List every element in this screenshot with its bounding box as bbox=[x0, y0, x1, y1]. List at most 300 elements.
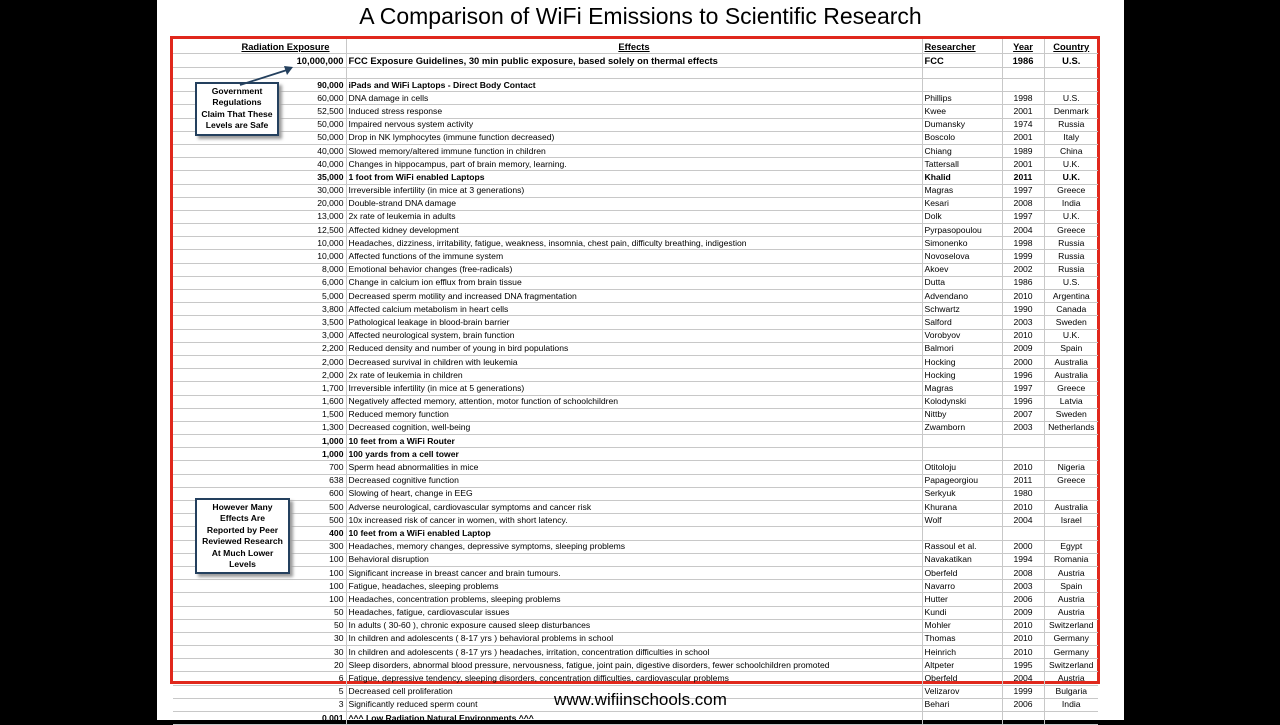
exposure-cell: 2,000 bbox=[173, 369, 346, 382]
year-cell: 2011 bbox=[1002, 474, 1044, 487]
table-body bbox=[173, 54, 1098, 725]
country-cell: U.K. bbox=[1044, 329, 1098, 342]
effect-cell: Affected calcium metabolism in heart cells bbox=[346, 303, 922, 316]
country-cell: Egypt bbox=[1044, 540, 1098, 553]
country-cell: Spain bbox=[1044, 580, 1098, 593]
country-cell bbox=[1044, 527, 1098, 540]
year-cell: 2008 bbox=[1002, 566, 1044, 579]
year-cell: 2011 bbox=[1002, 171, 1044, 184]
researcher-cell: Kesari bbox=[922, 197, 1002, 210]
exposure-cell: 50 bbox=[173, 619, 346, 632]
table-row bbox=[173, 580, 1098, 593]
country-cell: U.S. bbox=[1044, 54, 1098, 68]
table-row bbox=[173, 659, 1098, 672]
comparison-table bbox=[173, 39, 1098, 725]
country-cell: Argentina bbox=[1044, 290, 1098, 303]
exposure-cell: 13,000 bbox=[173, 210, 346, 223]
effect-cell: Change in calcium ion efflux from brain tissue bbox=[346, 276, 922, 289]
peer-reviewed-research-note bbox=[195, 498, 290, 574]
effect-cell: 10x increased risk of cancer in women, with short latency. bbox=[346, 514, 922, 527]
researcher-cell bbox=[922, 79, 1002, 92]
year-cell: 1997 bbox=[1002, 184, 1044, 197]
table-row bbox=[173, 421, 1098, 434]
country-cell bbox=[1044, 712, 1098, 725]
effect-cell: Decreased cell proliferation bbox=[346, 685, 922, 698]
researcher-cell: Navarro bbox=[922, 580, 1002, 593]
researcher-cell: Navakatikan bbox=[922, 553, 1002, 566]
year-cell: 1990 bbox=[1002, 303, 1044, 316]
researcher-cell: Kundi bbox=[922, 606, 1002, 619]
exposure-cell: 50,000 bbox=[173, 118, 346, 131]
table-row bbox=[173, 210, 1098, 223]
effect-cell: Affected functions of the immune system bbox=[346, 250, 922, 263]
exposure-cell: 500 bbox=[173, 501, 346, 514]
researcher-cell: Khurana bbox=[922, 501, 1002, 514]
table-row bbox=[173, 79, 1098, 92]
effect-cell: iPads and WiFi Laptops - Direct Body Contact bbox=[346, 79, 922, 92]
effect-cell: In adults ( 30-60 ), chronic exposure caused sleep disturbances bbox=[346, 619, 922, 632]
researcher-cell: Rassoul et al. bbox=[922, 540, 1002, 553]
year-cell: 1996 bbox=[1002, 395, 1044, 408]
exposure-cell: 6,000 bbox=[173, 276, 346, 289]
year-cell: 2009 bbox=[1002, 342, 1044, 355]
country-cell: Greece bbox=[1044, 474, 1098, 487]
exposure-cell: 1,500 bbox=[173, 408, 346, 421]
table-row bbox=[173, 619, 1098, 632]
header-year: Year bbox=[1002, 39, 1044, 54]
year-cell bbox=[1002, 448, 1044, 461]
country-cell: Sweden bbox=[1044, 408, 1098, 421]
exposure-cell: 90,000 bbox=[173, 79, 346, 92]
year-cell: 2010 bbox=[1002, 329, 1044, 342]
country-cell: Sweden bbox=[1044, 316, 1098, 329]
researcher-cell: Oberfeld bbox=[922, 672, 1002, 685]
effect-cell: DNA damage in cells bbox=[346, 92, 922, 105]
exposure-cell: 12,500 bbox=[173, 224, 346, 237]
table-row bbox=[173, 197, 1098, 210]
effect-cell: Headaches, concentration problems, sleeping problems bbox=[346, 593, 922, 606]
table-row bbox=[173, 290, 1098, 303]
country-cell: Denmark bbox=[1044, 105, 1098, 118]
effect-cell: FCC Exposure Guidelines, 30 min public exposure, based solely on thermal effects bbox=[346, 54, 922, 68]
effect-cell: Irreversible infertility (in mice at 5 generations) bbox=[346, 382, 922, 395]
exposure-cell: 100 bbox=[173, 553, 346, 566]
table-row bbox=[173, 593, 1098, 606]
table-row bbox=[173, 487, 1098, 500]
effect-cell: Induced stress response bbox=[346, 105, 922, 118]
country-cell: Australia bbox=[1044, 355, 1098, 368]
country-cell: Austria bbox=[1044, 606, 1098, 619]
exposure-cell: 5,000 bbox=[173, 290, 346, 303]
country-cell: Romania bbox=[1044, 553, 1098, 566]
effect-cell: Emotional behavior changes (free-radicals) bbox=[346, 263, 922, 276]
year-cell: 2006 bbox=[1002, 698, 1044, 711]
country-cell bbox=[1044, 435, 1098, 448]
header-country: Country bbox=[1044, 39, 1098, 54]
country-cell: Bulgaria bbox=[1044, 685, 1098, 698]
year-cell: 2010 bbox=[1002, 501, 1044, 514]
researcher-cell: Magras bbox=[922, 184, 1002, 197]
year-cell: 1996 bbox=[1002, 369, 1044, 382]
effect-cell: Significantly reduced sperm count bbox=[346, 698, 922, 711]
researcher-cell: Hocking bbox=[922, 369, 1002, 382]
researcher-cell: Balmori bbox=[922, 342, 1002, 355]
country-cell: Switzerland bbox=[1044, 619, 1098, 632]
exposure-cell: 5 bbox=[173, 685, 346, 698]
effect-cell: Changes in hippocampus, part of brain memory, learning. bbox=[346, 158, 922, 171]
country-cell: Italy bbox=[1044, 131, 1098, 144]
effect-cell: Irreversible infertility (in mice at 3 generations) bbox=[346, 184, 922, 197]
exposure-cell: 60,000 bbox=[173, 92, 346, 105]
exposure-cell: 3,000 bbox=[173, 329, 346, 342]
researcher-cell: Oberfeld bbox=[922, 566, 1002, 579]
year-cell: 1974 bbox=[1002, 118, 1044, 131]
table-row bbox=[173, 474, 1098, 487]
researcher-cell: Schwartz bbox=[922, 303, 1002, 316]
researcher-cell: Khalid bbox=[922, 171, 1002, 184]
government-regulations-note-text: Government Regulations Claim That These Levels are Safe bbox=[201, 86, 273, 131]
country-cell: Nigeria bbox=[1044, 461, 1098, 474]
researcher-cell: Magras bbox=[922, 382, 1002, 395]
table-header-row bbox=[173, 39, 1098, 54]
country-cell: Greece bbox=[1044, 382, 1098, 395]
exposure-cell: 40,000 bbox=[173, 158, 346, 171]
country-cell: Spain bbox=[1044, 342, 1098, 355]
header-exposure: Radiation Exposure bbox=[173, 39, 346, 54]
year-cell: 1986 bbox=[1002, 54, 1044, 68]
year-cell: 2004 bbox=[1002, 224, 1044, 237]
effect-cell: Affected kidney development bbox=[346, 224, 922, 237]
researcher-cell: Salford bbox=[922, 316, 1002, 329]
researcher-cell: Novoselova bbox=[922, 250, 1002, 263]
researcher-cell: Tattersall bbox=[922, 158, 1002, 171]
table-row bbox=[173, 646, 1098, 659]
year-cell bbox=[1002, 435, 1044, 448]
exposure-cell: 10,000 bbox=[173, 237, 346, 250]
researcher-cell: Zwamborn bbox=[922, 421, 1002, 434]
peer-reviewed-research-note-text: However Many Effects Are Reported by Peer Reviewed Research At Much Lower Levels bbox=[202, 502, 283, 570]
table-row bbox=[173, 382, 1098, 395]
effect-cell: Decreased cognitive function bbox=[346, 474, 922, 487]
year-cell: 1998 bbox=[1002, 92, 1044, 105]
effect-cell: Slowed memory/altered immune function in children bbox=[346, 144, 922, 157]
table-row bbox=[173, 514, 1098, 527]
researcher-cell: Dumansky bbox=[922, 118, 1002, 131]
country-cell bbox=[1044, 448, 1098, 461]
table-row bbox=[173, 131, 1098, 144]
year-cell: 2008 bbox=[1002, 197, 1044, 210]
exposure-cell: 100 bbox=[173, 580, 346, 593]
table-row bbox=[173, 435, 1098, 448]
effect-cell: Slowing of heart, change in EEG bbox=[346, 487, 922, 500]
researcher-cell: Dolk bbox=[922, 210, 1002, 223]
country-cell: Greece bbox=[1044, 224, 1098, 237]
effect-cell: Decreased cognition, well-being bbox=[346, 421, 922, 434]
researcher-cell: Serkyuk bbox=[922, 487, 1002, 500]
exposure-cell: 50 bbox=[173, 606, 346, 619]
year-cell: 1997 bbox=[1002, 382, 1044, 395]
table-row bbox=[173, 329, 1098, 342]
country-cell: Russia bbox=[1044, 263, 1098, 276]
year-cell: 1986 bbox=[1002, 276, 1044, 289]
researcher-cell: Pyrpasopoulou bbox=[922, 224, 1002, 237]
year-cell: 2010 bbox=[1002, 619, 1044, 632]
exposure-cell: 500 bbox=[173, 514, 346, 527]
table-row bbox=[173, 144, 1098, 157]
effect-cell: Behavioral disruption bbox=[346, 553, 922, 566]
table-row bbox=[173, 158, 1098, 171]
effect-cell: In children and adolescents ( 8-17 yrs ) headaches, irritation, concentration difficulties in school bbox=[346, 646, 922, 659]
researcher-cell: Behari bbox=[922, 698, 1002, 711]
researcher-cell: Vorobyov bbox=[922, 329, 1002, 342]
researcher-cell: Simonenko bbox=[922, 237, 1002, 250]
exposure-cell: 400 bbox=[173, 527, 346, 540]
effect-cell: 1 foot from WiFi enabled Laptops bbox=[346, 171, 922, 184]
table-row bbox=[173, 342, 1098, 355]
year-cell: 2004 bbox=[1002, 514, 1044, 527]
year-cell: 2007 bbox=[1002, 408, 1044, 421]
table-row bbox=[173, 501, 1098, 514]
researcher-cell: Wolf bbox=[922, 514, 1002, 527]
arrow-to-fcc-icon bbox=[237, 64, 297, 88]
country-cell bbox=[1044, 79, 1098, 92]
year-cell: 2000 bbox=[1002, 355, 1044, 368]
effect-cell: Fatigue, headaches, sleeping problems bbox=[346, 580, 922, 593]
exposure-cell: 10,000,000 bbox=[173, 54, 346, 68]
table-row bbox=[173, 263, 1098, 276]
effect-cell: Affected neurological system, brain function bbox=[346, 329, 922, 342]
table-row bbox=[173, 395, 1098, 408]
year-cell bbox=[1002, 79, 1044, 92]
country-cell: India bbox=[1044, 197, 1098, 210]
researcher-cell: Chiang bbox=[922, 144, 1002, 157]
table-row bbox=[173, 316, 1098, 329]
table-row bbox=[173, 448, 1098, 461]
exposure-cell: 1,600 bbox=[173, 395, 346, 408]
exposure-cell: 20 bbox=[173, 659, 346, 672]
year-cell: 2004 bbox=[1002, 672, 1044, 685]
effect-cell: ^^^ Low Radiation Natural Environments ^^^ bbox=[346, 712, 922, 725]
exposure-cell: 30 bbox=[173, 632, 346, 645]
effect-cell: Drop in NK lymphocytes (immune function decreased) bbox=[346, 131, 922, 144]
effect-cell: Headaches, dizziness, irritability, fatigue, weakness, insomnia, chest pain, difficulty breathing, indigestion bbox=[346, 237, 922, 250]
country-cell: U.K. bbox=[1044, 158, 1098, 171]
year-cell: 1989 bbox=[1002, 144, 1044, 157]
table-row bbox=[173, 92, 1098, 105]
country-cell: Canada bbox=[1044, 303, 1098, 316]
effect-cell: 10 feet from a WiFi Router bbox=[346, 435, 922, 448]
table-row bbox=[173, 118, 1098, 131]
effect-cell: Double-strand DNA damage bbox=[346, 197, 922, 210]
effect-cell bbox=[346, 68, 922, 79]
year-cell: 2002 bbox=[1002, 263, 1044, 276]
researcher-cell: Nittby bbox=[922, 408, 1002, 421]
table-row bbox=[173, 712, 1098, 725]
table-row bbox=[173, 672, 1098, 685]
year-cell bbox=[1002, 712, 1044, 725]
exposure-cell: 1,700 bbox=[173, 382, 346, 395]
year-cell: 2010 bbox=[1002, 290, 1044, 303]
country-cell: Austria bbox=[1044, 593, 1098, 606]
country-cell bbox=[1044, 68, 1098, 79]
researcher-cell bbox=[922, 527, 1002, 540]
country-cell: U.K. bbox=[1044, 210, 1098, 223]
exposure-cell: 100 bbox=[173, 593, 346, 606]
effect-cell: Decreased sperm motility and increased DNA fragmentation bbox=[346, 290, 922, 303]
table-row bbox=[173, 54, 1098, 68]
effect-cell: Significant increase in breast cancer and brain tumours. bbox=[346, 566, 922, 579]
effect-cell: Impaired nervous system activity bbox=[346, 118, 922, 131]
researcher-cell: Heinrich bbox=[922, 646, 1002, 659]
exposure-cell: 30,000 bbox=[173, 184, 346, 197]
effect-cell: Fatigue, depressive tendency, sleeping disorders, concentration difficulties, cardiovascular problems bbox=[346, 672, 922, 685]
researcher-cell: Boscolo bbox=[922, 131, 1002, 144]
header-effects: Effects bbox=[346, 39, 922, 54]
table-row bbox=[173, 184, 1098, 197]
table-row bbox=[173, 68, 1098, 79]
exposure-cell: 3 bbox=[173, 698, 346, 711]
effect-cell: In children and adolescents ( 8-17 yrs ) behavioral problems in school bbox=[346, 632, 922, 645]
year-cell: 2010 bbox=[1002, 646, 1044, 659]
year-cell: 2003 bbox=[1002, 421, 1044, 434]
country-cell: Austria bbox=[1044, 672, 1098, 685]
exposure-cell: 0.001 bbox=[173, 712, 346, 725]
year-cell: 2006 bbox=[1002, 593, 1044, 606]
researcher-cell bbox=[922, 712, 1002, 725]
country-cell bbox=[1044, 487, 1098, 500]
researcher-cell bbox=[922, 448, 1002, 461]
country-cell: Switzerland bbox=[1044, 659, 1098, 672]
table-row bbox=[173, 303, 1098, 316]
year-cell: 1995 bbox=[1002, 659, 1044, 672]
country-cell: Russia bbox=[1044, 250, 1098, 263]
effect-cell: Sperm head abnormalities in mice bbox=[346, 461, 922, 474]
government-regulations-note bbox=[195, 82, 279, 136]
researcher-cell: Kwee bbox=[922, 105, 1002, 118]
year-cell: 2001 bbox=[1002, 105, 1044, 118]
table-row bbox=[173, 224, 1098, 237]
exposure-cell: 50,000 bbox=[173, 131, 346, 144]
country-cell: U.K. bbox=[1044, 171, 1098, 184]
table-row bbox=[173, 553, 1098, 566]
researcher-cell: Akoev bbox=[922, 263, 1002, 276]
year-cell: 2001 bbox=[1002, 158, 1044, 171]
table-row bbox=[173, 250, 1098, 263]
country-cell: U.S. bbox=[1044, 92, 1098, 105]
table-row bbox=[173, 171, 1098, 184]
table-row bbox=[173, 606, 1098, 619]
year-cell: 1999 bbox=[1002, 250, 1044, 263]
effect-cell: 100 yards from a cell tower bbox=[346, 448, 922, 461]
year-cell bbox=[1002, 68, 1044, 79]
country-cell: Germany bbox=[1044, 632, 1098, 645]
researcher-cell: Kolodynski bbox=[922, 395, 1002, 408]
researcher-cell: Hocking bbox=[922, 355, 1002, 368]
exposure-cell: 600 bbox=[173, 487, 346, 500]
table-row bbox=[173, 369, 1098, 382]
effect-cell: Headaches, memory changes, depressive symptoms, sleeping problems bbox=[346, 540, 922, 553]
table-row bbox=[173, 632, 1098, 645]
year-cell: 2000 bbox=[1002, 540, 1044, 553]
country-cell: Australia bbox=[1044, 369, 1098, 382]
table-row bbox=[173, 355, 1098, 368]
year-cell: 2001 bbox=[1002, 131, 1044, 144]
table-row bbox=[173, 408, 1098, 421]
year-cell bbox=[1002, 527, 1044, 540]
exposure-cell: 3,500 bbox=[173, 316, 346, 329]
country-cell: China bbox=[1044, 144, 1098, 157]
year-cell: 1994 bbox=[1002, 553, 1044, 566]
effect-cell: Reduced density and number of young in bird populations bbox=[346, 342, 922, 355]
effect-cell: Negatively affected memory, attention, motor function of schoolchildren bbox=[346, 395, 922, 408]
effect-cell: Headaches, fatigue, cardiovascular issues bbox=[346, 606, 922, 619]
researcher-cell: FCC bbox=[922, 54, 1002, 68]
footer-url[interactable]: www.wifiinschools.com bbox=[554, 690, 727, 709]
researcher-cell bbox=[922, 68, 1002, 79]
table-row bbox=[173, 237, 1098, 250]
exposure-cell: 1,000 bbox=[173, 448, 346, 461]
table-row bbox=[173, 540, 1098, 553]
country-cell: Latvia bbox=[1044, 395, 1098, 408]
country-cell: Russia bbox=[1044, 118, 1098, 131]
country-cell: Austria bbox=[1044, 566, 1098, 579]
country-cell: India bbox=[1044, 698, 1098, 711]
researcher-cell: Altpeter bbox=[922, 659, 1002, 672]
country-cell: U.S. bbox=[1044, 276, 1098, 289]
slide bbox=[157, 0, 1124, 723]
header-researcher: Researcher bbox=[922, 39, 1002, 54]
table-row bbox=[173, 461, 1098, 474]
researcher-cell: Phillips bbox=[922, 92, 1002, 105]
table-row bbox=[173, 527, 1098, 540]
table-row bbox=[173, 276, 1098, 289]
researcher-cell: Dutta bbox=[922, 276, 1002, 289]
researcher-cell: Hutter bbox=[922, 593, 1002, 606]
country-cell: Germany bbox=[1044, 646, 1098, 659]
exposure-cell: 3,800 bbox=[173, 303, 346, 316]
researcher-cell: Mohler bbox=[922, 619, 1002, 632]
effect-cell: Adverse neurological, cardiovascular symptoms and cancer risk bbox=[346, 501, 922, 514]
effect-cell: Reduced memory function bbox=[346, 408, 922, 421]
country-cell: Israel bbox=[1044, 514, 1098, 527]
table-row bbox=[173, 566, 1098, 579]
year-cell: 2009 bbox=[1002, 606, 1044, 619]
exposure-cell: 1,000 bbox=[173, 435, 346, 448]
exposure-cell: 700 bbox=[173, 461, 346, 474]
researcher-cell: Velizarov bbox=[922, 685, 1002, 698]
effect-cell: 10 feet from a WiFi enabled Laptop bbox=[346, 527, 922, 540]
effect-cell: Decreased survival in children with leukemia bbox=[346, 355, 922, 368]
page-title: A Comparison of WiFi Emissions to Scientific Research bbox=[359, 3, 922, 29]
exposure-cell: 52,500 bbox=[173, 105, 346, 118]
researcher-cell: Advendano bbox=[922, 290, 1002, 303]
exposure-cell: 2,000 bbox=[173, 355, 346, 368]
country-cell: Russia bbox=[1044, 237, 1098, 250]
exposure-cell: 40,000 bbox=[173, 144, 346, 157]
exposure-cell: 20,000 bbox=[173, 197, 346, 210]
exposure-cell: 6 bbox=[173, 672, 346, 685]
year-cell: 2003 bbox=[1002, 580, 1044, 593]
exposure-cell: 10,000 bbox=[173, 250, 346, 263]
year-cell: 1997 bbox=[1002, 210, 1044, 223]
effect-cell: Sleep disorders, abnormal blood pressure, nervousness, fatigue, joint pain, digestive disorders, fewer schoolchildren promoted bbox=[346, 659, 922, 672]
exposure-cell: 100 bbox=[173, 566, 346, 579]
year-cell: 2003 bbox=[1002, 316, 1044, 329]
researcher-cell: Thomas bbox=[922, 632, 1002, 645]
table-row bbox=[173, 105, 1098, 118]
effect-cell: 2x rate of leukemia in adults bbox=[346, 210, 922, 223]
year-cell: 1998 bbox=[1002, 237, 1044, 250]
